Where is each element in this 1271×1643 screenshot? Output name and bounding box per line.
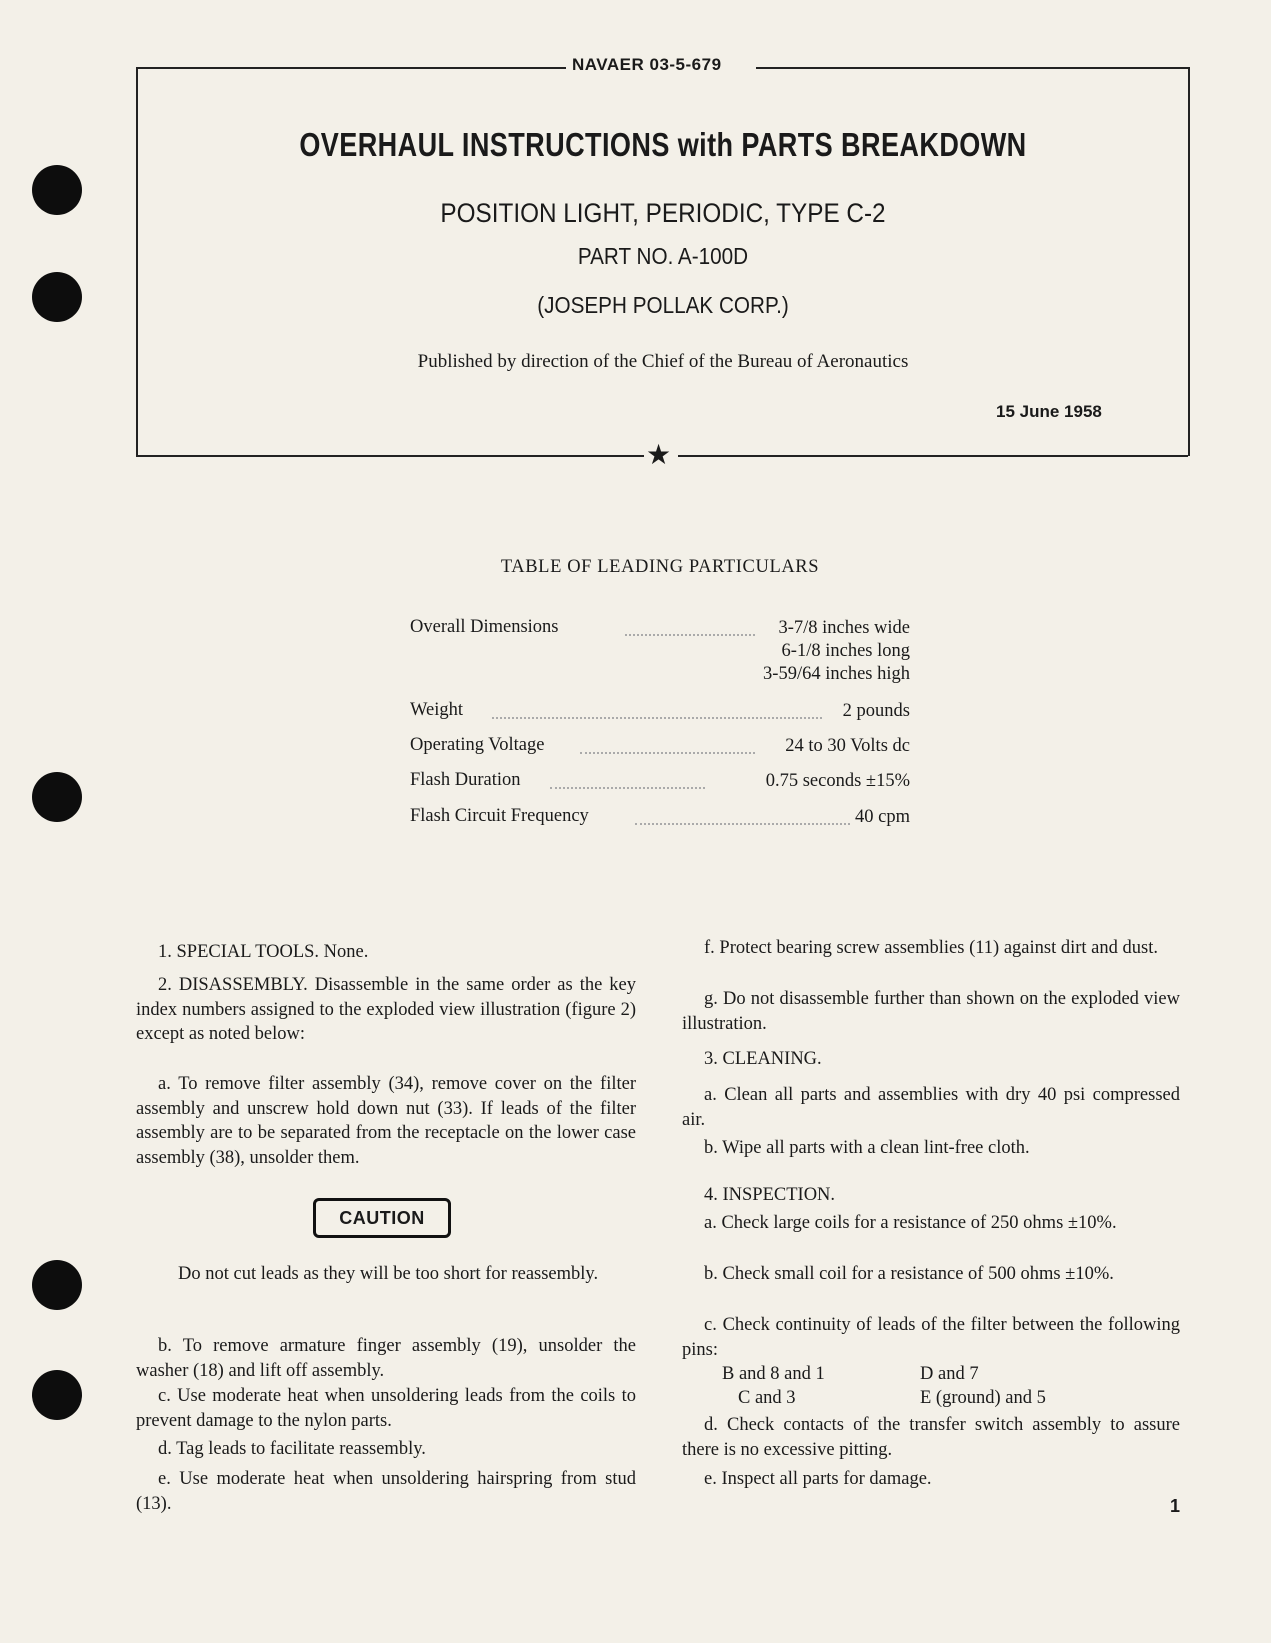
- value-line: 6-1/8 inches long: [781, 641, 910, 661]
- paragraph: a. To remove filter assembly (34), remove cover on the filter assembly and unscrew hold down nut (33). If leads of the filter assembly are to be separated from the receptacle on the lower case assembly (38), unsolder them.: [136, 1074, 636, 1168]
- pin-pair: C and 3: [738, 1388, 796, 1408]
- left-column: [136, 0, 636, 1643]
- paragraph: f. Protect bearing screw assemblies (11) against dirt and dust.: [704, 938, 1158, 958]
- punch-hole: [32, 772, 82, 822]
- value-line: 3-59/64 inches high: [763, 664, 910, 684]
- row-value: 24 to 30 Volts dc: [785, 736, 910, 756]
- paragraph: b. Wipe all parts with a clean lint-free cloth.: [704, 1138, 1030, 1158]
- caution-text: Do not cut leads as they will be too short for reassembly.: [178, 1264, 599, 1284]
- row-label: Weight: [410, 700, 463, 720]
- pin-pair: E (ground) and 5: [920, 1388, 1046, 1408]
- row-value: 40 cpm: [855, 807, 910, 827]
- paragraph: b. To remove armature finger assembly (19), unsolder the washer (18) and lift off assembly.: [136, 1336, 636, 1381]
- part-number: PART NO. A-100D: [577, 243, 749, 269]
- doc-number: NAVAER 03-5-679: [572, 55, 722, 74]
- manufacturer: (JOSEPH POLLAK CORP.): [537, 292, 789, 318]
- section-cleaning: 3. CLEANING.: [704, 1049, 822, 1069]
- section-special-tools: 1. SPECIAL TOOLS. None.: [158, 942, 369, 962]
- row-label: Operating Voltage: [410, 735, 545, 755]
- paragraph: c. Use moderate heat when unsoldering leads from the coils to prevent damage to the nylon parts.: [136, 1386, 636, 1431]
- star-icon: ★: [646, 438, 672, 471]
- paragraph: g. Do not disassemble further than shown on the exploded view illustration.: [682, 989, 1180, 1034]
- pin-pair: B and 8 and 1: [722, 1364, 825, 1384]
- document-subtitle: POSITION LIGHT, PERIODIC, TYPE C-2: [440, 198, 886, 228]
- page-number: 1: [1170, 1496, 1181, 1516]
- section-disassembly: 2. DISASSEMBLY. Disassemble in the same order as the key index numbers assigned to the exploded view illustration (figure 2) except as noted below:: [136, 975, 636, 1044]
- paragraph: b. Check small coil for a resistance of 500 ohms ±10%.: [704, 1264, 1114, 1284]
- row-value: 2 pounds: [842, 701, 910, 721]
- row-label: Flash Circuit Frequency: [410, 806, 589, 826]
- punch-hole: [32, 1260, 82, 1310]
- paragraph: d. Tag leads to facilitate reassembly.: [158, 1439, 426, 1459]
- publication-date: 15 June 1958: [996, 402, 1102, 421]
- paragraph: a. Check large coils for a resistance of 250 ohms ±10%.: [704, 1213, 1117, 1233]
- row-label: Flash Duration: [410, 770, 521, 790]
- caution-badge: CAUTION: [313, 1198, 451, 1238]
- pin-pair: D and 7: [920, 1364, 979, 1384]
- row-label: Overall Dimensions: [410, 617, 559, 637]
- paragraph: e. Inspect all parts for damage.: [704, 1469, 932, 1489]
- value-line: 3-7/8 inches wide: [778, 618, 910, 638]
- published-line: Published by direction of the Chief of the Bureau of Aeronautics: [417, 351, 909, 372]
- punch-hole: [32, 165, 82, 215]
- document-title: OVERHAUL INSTRUCTIONS with PARTS BREAKDOWN: [299, 126, 1027, 163]
- section-inspection: 4. INSPECTION.: [704, 1185, 836, 1205]
- paragraph: c. Check continuity of leads of the filter between the following pins:: [682, 1315, 1180, 1360]
- right-column: [682, 0, 1180, 1643]
- paragraph: a. Clean all parts and assemblies with dry 40 psi compressed air.: [682, 1085, 1180, 1130]
- paragraph: e. Use moderate heat when unsoldering hairspring from stud (13).: [136, 1469, 636, 1514]
- paragraph: d. Check contacts of the transfer switch assembly to assure there is no excessive pitting.: [682, 1415, 1180, 1460]
- punch-hole: [32, 272, 82, 322]
- row-value: 0.75 seconds ±15%: [765, 771, 910, 791]
- punch-hole: [32, 1370, 82, 1420]
- table-title: TABLE OF LEADING PARTICULARS: [500, 557, 820, 577]
